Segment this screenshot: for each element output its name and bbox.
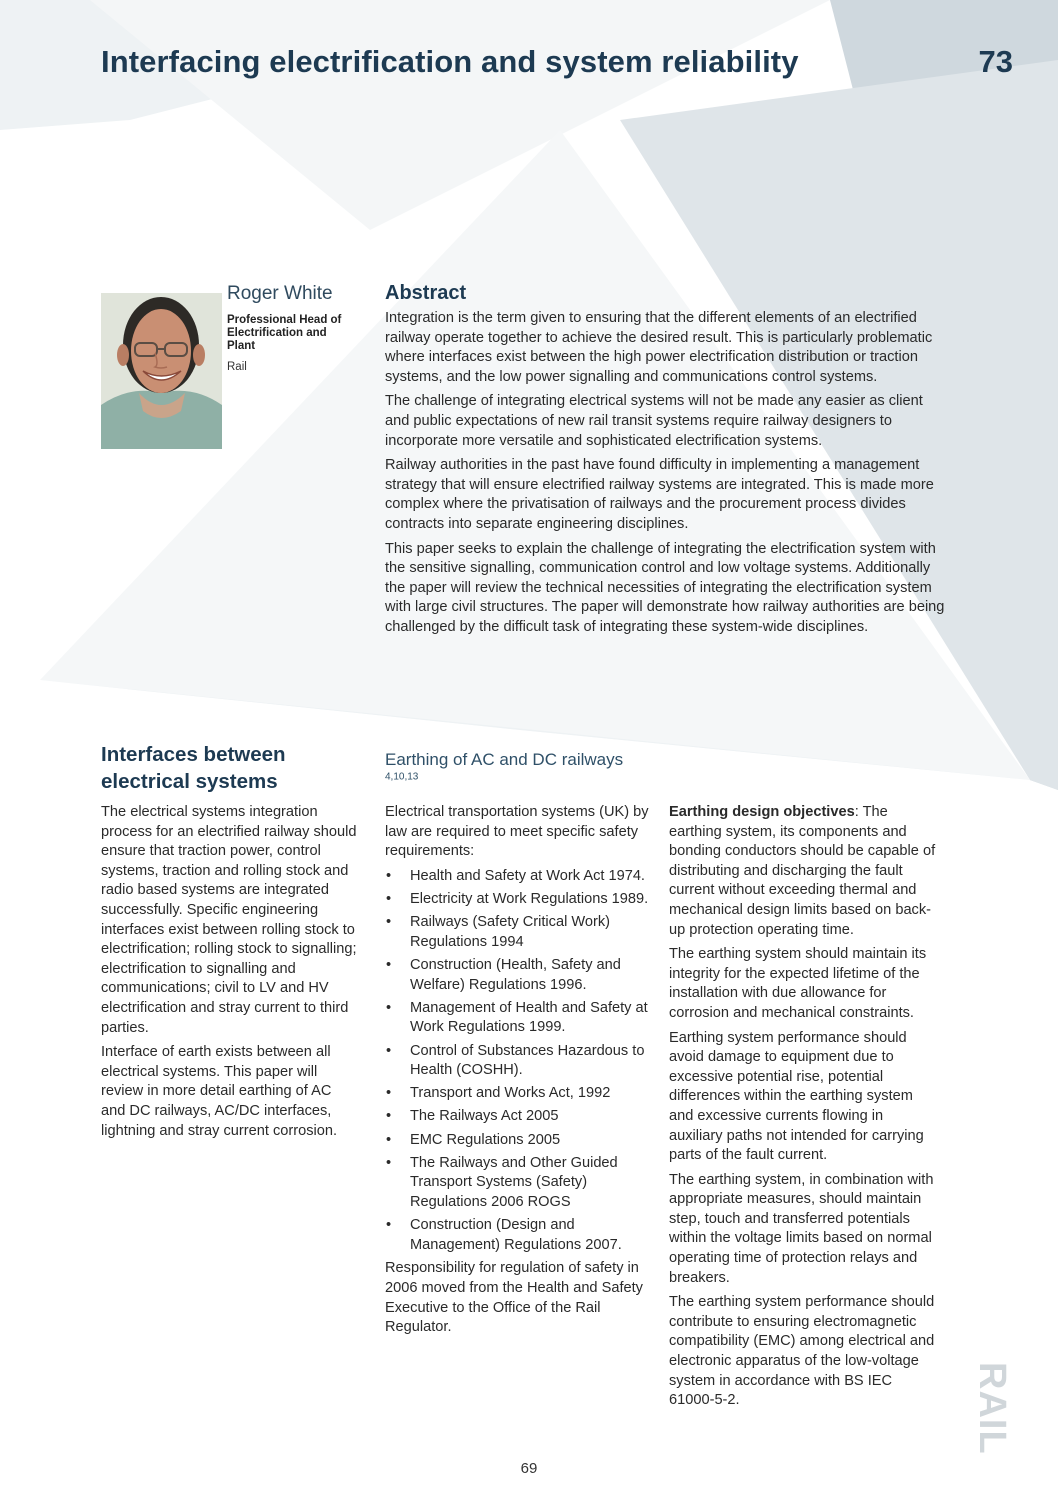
section3-paragraph: The earthing system should maintain its integrity for the expected lifetime of the installation with due allowance for corrosion and mechanical constraints. xyxy=(669,946,927,1021)
list-item-text: Railways (Safety Critical Work) Regulations 1994 xyxy=(410,914,611,950)
footer-page-number: 69 xyxy=(520,1460,538,1477)
section1-paragraph: Interface of earth exists between all electrical systems. This paper will review in more detail earthing of AC and DC railways, AC/DC interfaces, lightning and stray current corrosion. xyxy=(101,1044,338,1139)
section2-outro: Responsibility for regulation of safety in 2006 moved from the Health and Safety Executive to the Office of the Rail Regulator. xyxy=(385,1260,643,1336)
list-item-text: The Railways and Other Guided Transport Systems (Safety) Regulations 2006 ROGS xyxy=(410,1154,618,1211)
column-1 xyxy=(101,803,359,1146)
abstract-heading: Abstract xyxy=(385,282,467,304)
list-item xyxy=(385,1042,653,1081)
bullet-icon: • xyxy=(386,999,392,1016)
section3-paragraph: The earthing system performance should contribute to ensuring electromagnetic compatibility (EMC) among electrical and electronic apparatus of the low-voltage system in accordance with BS IEC 61000-5-2. xyxy=(669,1294,935,1409)
bullet-icon: • xyxy=(386,914,392,931)
author-name: Roger White xyxy=(227,283,333,304)
bullet-icon: • xyxy=(386,867,392,884)
side-section-label: RAIL xyxy=(971,1362,1013,1455)
list-item xyxy=(385,1154,653,1213)
earthing-objectives-label: Earthing design objectives xyxy=(669,804,855,820)
bullet-icon: • xyxy=(386,1217,392,1234)
bullet-icon: • xyxy=(386,1042,392,1059)
list-item-text: Management of Health and Safety at Work Regulations 1999. xyxy=(410,999,648,1036)
regulations-list xyxy=(385,867,653,1256)
bullet-icon: • xyxy=(386,956,392,973)
list-item-text: Construction (Design and Management) Regulations 2007. xyxy=(410,1217,622,1253)
bullet-icon: • xyxy=(386,1085,392,1102)
list-item-text: The Railways Act 2005 xyxy=(410,1108,559,1125)
list-item xyxy=(385,890,653,910)
list-item-text: EMC Regulations 2005 xyxy=(410,1131,561,1148)
list-item xyxy=(385,913,653,952)
abstract-paragraph: The challenge of integrating electrical systems will not be made any easier as client and public expectations of new rail transit systems require railway designers to incorporate more versatile and sophisticated electrification systems. xyxy=(385,393,923,449)
section3-paragraph: The earthing system, in combination with appropriate measures, should maintain step, touch and transferred potentials within the voltage limits based on normal operating time of protection relays and breakers. xyxy=(669,1171,934,1286)
list-item-text: Construction (Health, Safety and Welfare) Regulations 1996. xyxy=(410,956,621,993)
author-photo xyxy=(101,293,222,449)
list-item-text: Health and Safety at Work Act 1974. xyxy=(410,867,645,884)
list-item-text: Transport and Works Act, 1992 xyxy=(410,1085,611,1102)
bullet-icon: • xyxy=(386,1131,392,1148)
section-heading-interfaces: Interfaces between electrical systems xyxy=(101,743,286,793)
author-role: Professional Head of Electrification and Plant xyxy=(227,314,342,352)
abstract-paragraph: This paper seeks to explain the challenge of integrating the electrification system with the sensitive signalling, communication control and low voltage systems. Additionally the paper will review the technical necessities of integrating the electrification system with large civil structures. The paper will demonstrate how railway authorities are being challenged by the difficult task of integrating these system-wide disciplines. xyxy=(385,540,945,635)
section3-lead xyxy=(669,803,939,940)
list-item xyxy=(385,1084,653,1104)
heading-references: 4,10,13 xyxy=(385,771,419,783)
section1-paragraph: The electrical systems integration process for an electrified railway should ensure that traction power, control systems, traction and rolling stock and radio based systems are integrated successfully. Specific engineering interfaces exist between rolling stock to electrification; rolling stock to signalling; electrification to signalling and communications; civil to LV and HV electrification and stray current to third parties. xyxy=(101,804,357,1036)
section2-intro: Electrical transportation systems (UK) by law are required to meet specific safety requirements: xyxy=(385,804,649,860)
column-2 xyxy=(385,803,653,1343)
page-title: Interfacing electrification and system reliability xyxy=(101,44,799,79)
abstract-paragraph: Railway authorities in the past have found difficulty in implementing a management strategy that will ensure electrified railway systems are integrated. This is made more complex where the privatisation of railways and the procurement process divides contracts into separate engineering disciplines. xyxy=(385,457,934,532)
list-item xyxy=(385,1131,653,1151)
page-number: 73 xyxy=(978,44,1013,79)
abstract-paragraph: Integration is the term given to ensuring that the different elements of an electrified railway operate together to achieve the desired result. This is particularly problematic where interfaces exist between the high power electrification distribution or traction systems, and the low power signalling and communications control systems. xyxy=(385,310,933,385)
list-item xyxy=(385,1216,653,1255)
bullet-icon: • xyxy=(386,1108,392,1125)
earthing-heading-text: Earthing of AC and DC railways xyxy=(385,750,624,769)
section3-paragraph: Earthing system performance should avoid damage to equipment due to excessive potential rise, potential differences within the earthing system and excessive currents flowing in auxiliary paths not intended for carrying parts of the fault current. xyxy=(669,1029,924,1164)
abstract-body xyxy=(385,309,945,643)
list-item xyxy=(385,867,653,887)
list-item xyxy=(385,1107,653,1127)
section-heading-earthing xyxy=(385,749,645,791)
list-item-text: Control of Substances Hazardous to Health (COSHH). xyxy=(410,1042,645,1079)
bullet-icon: • xyxy=(386,890,392,907)
column-3 xyxy=(669,803,939,1416)
author-department: Rail xyxy=(227,361,247,373)
earthing-objectives-text: : The earthing system, its components and bonding conductors should be capable of distributing and discharging the fault current without exceeding thermal and mechanical design limits based on back-up protection operating time. xyxy=(669,804,936,938)
list-item xyxy=(385,956,653,995)
bullet-icon: • xyxy=(386,1154,392,1171)
list-item-text: Electricity at Work Regulations 1989. xyxy=(410,890,649,907)
list-item xyxy=(385,999,653,1038)
